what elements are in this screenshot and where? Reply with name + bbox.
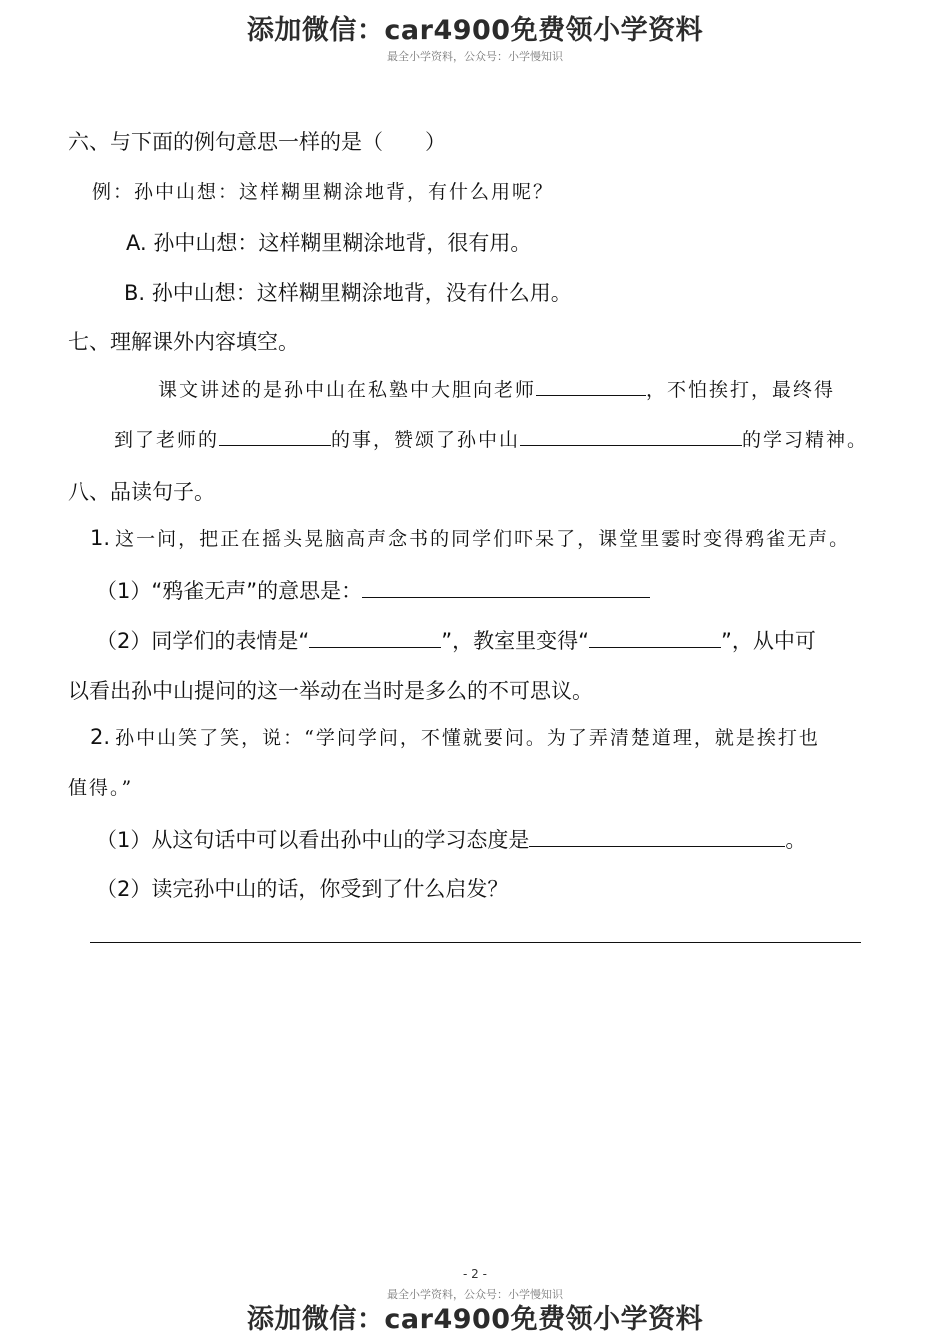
section6-example: 例：孙中山想：这样糊里糊涂地背，有什么用呢？ [92, 181, 555, 203]
q2-sub2: （2）读完孙中山的话，你受到了什么启发？ [96, 877, 509, 901]
q1-number: 1. [90, 526, 111, 550]
q2-number: 2. [90, 725, 111, 749]
q1-sub2 [96, 625, 950, 655]
blank-attitude[interactable] [529, 826, 785, 847]
section6-option-a: A. 孙中山想：这样糊里糊涂地背，很有用。 [126, 231, 532, 255]
q2-sentence [90, 723, 950, 750]
q1-sub2-b: ”，教室里变得“ [441, 629, 590, 653]
watermark-top: 添加微信：car4900免费领小学资料 [246, 15, 704, 46]
q1-sub2-a: （2）同学们的表情是“ [96, 629, 310, 653]
blank-learning-spirit[interactable] [520, 425, 742, 446]
q2-sub1 [96, 824, 950, 854]
q1-text: 这一问，把正在摇头晃脑高声念书的同学们吓呆了，课堂里霎时变得鸦雀无声。 [115, 528, 851, 550]
section7-line2-end: 的学习精神。 [742, 429, 869, 451]
section7-line2 [114, 425, 950, 452]
footer-subtitle: 最全小学资料，公众号：小学慢知识 [387, 1288, 563, 1301]
section7-line1-start: 课文讲述的是孙中山在私塾中大胆向老师 [158, 379, 537, 401]
q2-text-line2: 值得。” [68, 777, 134, 799]
q2-text: 孙中山笑了笑，说：“学问学问，不懂就要问。为了弄清楚道理，就是挨打也 [115, 727, 820, 749]
section6-title: 六、与下面的例句意思一样的是（ ） [68, 130, 446, 154]
blank-meaning[interactable] [362, 577, 650, 598]
section8-title: 八、品读句子。 [68, 480, 215, 504]
section7-line1-end: ，不怕挨打，最终得 [646, 379, 836, 401]
page-number: - 2 - [463, 1267, 487, 1281]
blank-ask-teacher[interactable] [536, 375, 646, 396]
blank-classroom[interactable] [589, 627, 721, 648]
section7-line2-mid: 的事，赞颂了孙中山 [331, 429, 521, 451]
header-subtitle: 最全小学资料，公众号：小学慢知识 [387, 50, 563, 63]
q1-sub2-c: ”，从中可 [721, 629, 816, 653]
q2-sub1-label: （1）从这句话中可以看出孙中山的学习态度是 [96, 828, 530, 852]
q1-sub1 [96, 575, 950, 605]
q1-sub2-line2: 以看出孙中山提问的这一举动在当时是多么的不可思议。 [68, 679, 593, 703]
section7-title: 七、理解课外内容填空。 [68, 330, 299, 354]
section7-line2-start: 到了老师的 [114, 429, 220, 451]
q1-sub1-label: （1）“鸦雀无声”的意思是： [96, 579, 363, 603]
section6-option-b: B. 孙中山想：这样糊里糊涂地背，没有什么用。 [124, 281, 572, 305]
watermark-bottom: 添加微信：car4900免费领小学资料 [246, 1304, 704, 1335]
q2-sub1-end: 。 [785, 828, 807, 852]
section7-line1 [158, 375, 950, 402]
blank-teacher-response[interactable] [219, 425, 331, 446]
answer-line[interactable] [90, 942, 861, 943]
q1-sentence [90, 524, 950, 551]
blank-expression[interactable] [309, 627, 441, 648]
